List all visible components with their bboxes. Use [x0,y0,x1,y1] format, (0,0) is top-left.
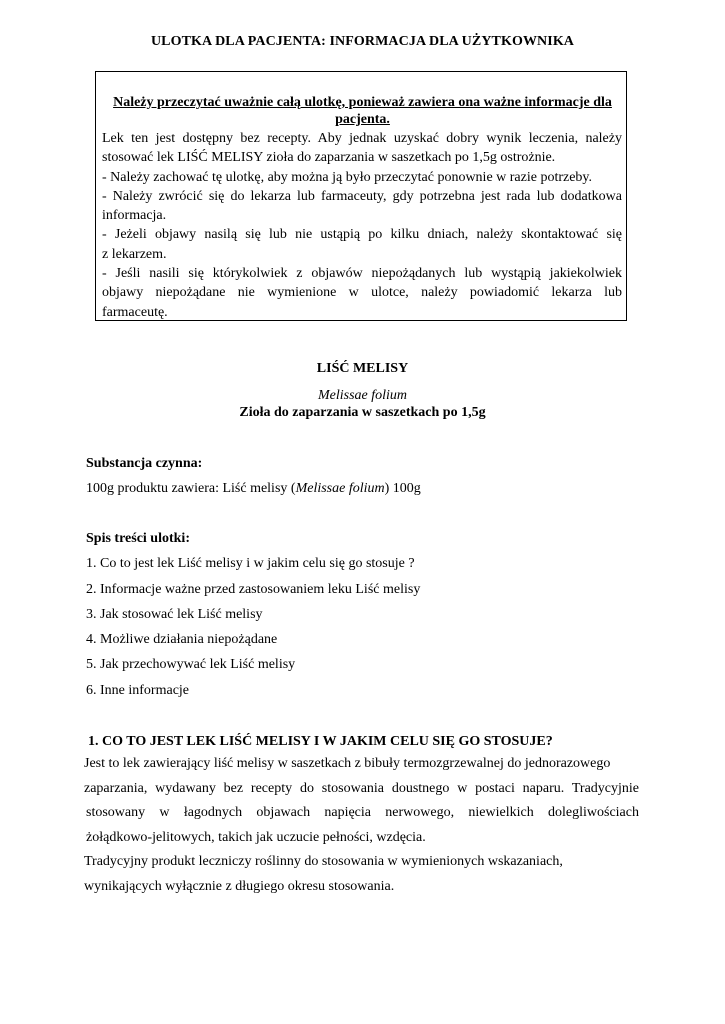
toc-item: 1. Co to jest lek Liść melisy i w jakim celu się go stosuje ? [86,556,415,571]
notice-line: - Należy zwrócić się do lekarza lub farmaceuty, gdy potrzebna jest rada lub dodatkowa [102,188,622,204]
notice-line: Lek ten jest dostępny bez recepty. Aby jednak uzyskać dobry wynik leczenia, należy [102,131,622,146]
section1-line: żołądkowo-jelitowych, takich jak uczucie pełności, wzdęcia. [86,829,426,845]
toc-item: 2. Informacje ważne przed zastosowaniem leku Liść melisy [86,582,421,597]
active-substance-latin: Melissae folium [295,481,385,496]
notice-line: - Jeśli nasili się którykolwiek z objawów niepożądanych lub wystąpią jakiekolwiek [102,266,622,282]
notice-line: - Należy zachować tę ulotkę, aby można ją było przeczytać ponownie w razie potrzeby. [102,169,593,185]
active-substance-label: Substancja czynna: [86,456,203,471]
product-form: Zioła do zaparzania w saszetkach po 1,5g [239,405,486,420]
toc-label: Spis treści ulotki: [86,531,190,546]
notice-line: objawy niepożądane nie wymienione w ulotce, należy powiadomić lekarza lub [102,285,622,301]
active-substance-text [86,481,421,497]
product-latin-name: Melissae folium [317,388,408,403]
section1-heading: 1. CO TO JEST LEK LIŚĆ MELISY I W JAKIM CELU SIĘ GO STOSUJE? [88,734,553,749]
active-substance-text-after: ) 100g [384,481,421,496]
toc-item: 5. Jak przechowywać lek Liść melisy [86,657,296,672]
notice-line: farmaceutę. [102,304,168,320]
document-title: ULOTKA DLA PACJENTA: INFORMACJA DLA UŻYTKOWNIKA [150,34,575,49]
notice-body [102,129,622,322]
section1-line: Jest to lek zawierający liść melisy w saszetkach z bibuły termozgrzewalnej do jednorazowego [84,756,611,771]
section1-line: stosowany w łagodnych objawach napięcia nerwowego, niewielkich dolegliwościach [86,805,639,821]
toc-item: 6. Inne informacje [86,683,190,698]
toc-item: 3. Jak stosować lek Liść melisy [86,607,263,622]
notice-line: stosować lek LIŚĆ MELISY zioła do zaparzania w saszetkach po 1,5g ostrożnie. [102,150,556,166]
notice-line: informacja. [102,208,167,224]
notice-line: - Jeżeli objawy nasilą się lub nie ustąpią po kilku dniach, należy skontaktować się [102,227,622,243]
section1-line: wynikających wyłącznie z długiego okresu stosowania. [84,878,395,894]
toc-item: 4. Możliwe działania niepożądane [86,632,278,647]
section1-body [84,752,639,900]
active-substance-text-before: 100g produktu zawiera: Liść melisy ( [86,481,296,496]
product-name: LIŚĆ MELISY [316,361,409,376]
section1-line: zaparzania, wydawany bez recepty do stosowania doustnego w postaci naparu. Tradycyjnie [84,780,639,796]
section1-line: Tradycyjny produkt leczniczy roślinny do stosowania w wymienionych wskazaniach, [84,854,563,870]
notice-line: z lekarzem. [102,246,167,262]
notice-heading: Należy przeczytać uważnie całą ulotkę, ponieważ zawiera ona ważne informacje dla pacjenta. [113,95,612,127]
